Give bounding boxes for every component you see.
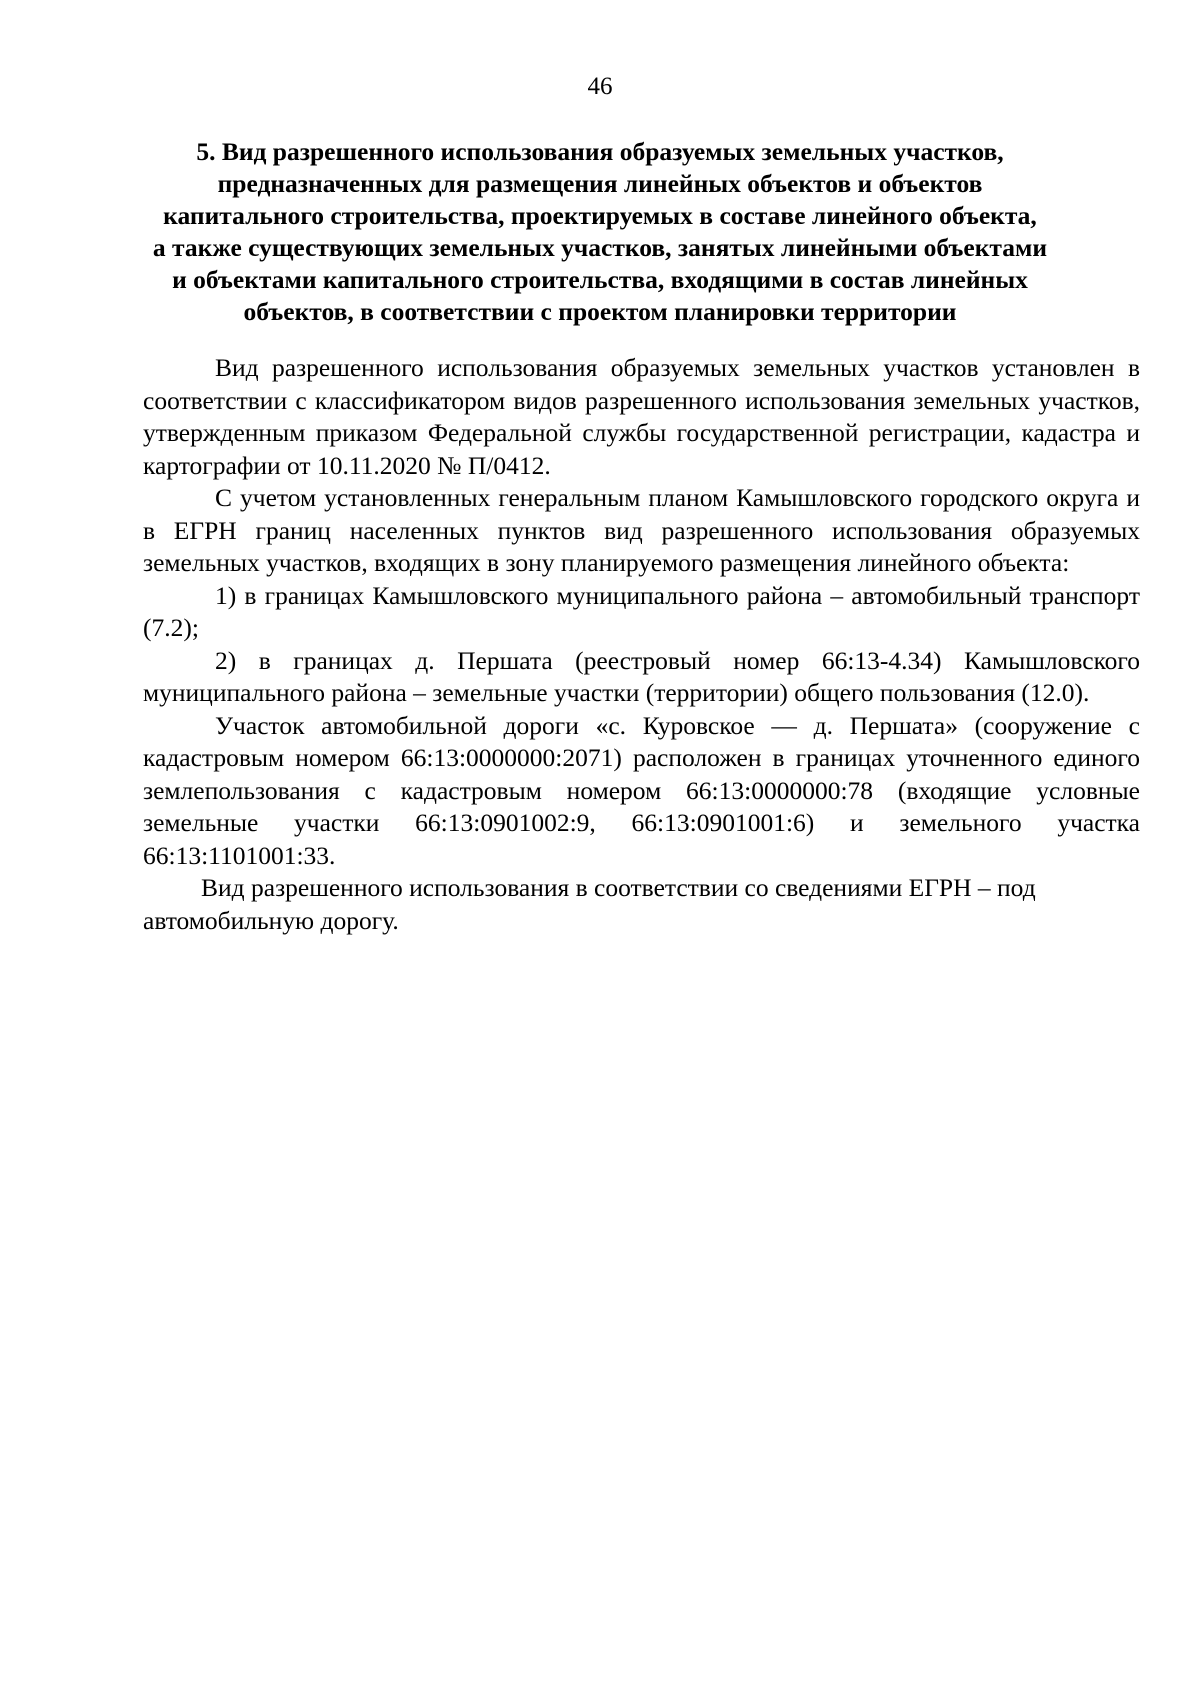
heading-line: капитального строительства, проектируемых в составе линейного объекта, bbox=[163, 201, 1037, 230]
heading-line: предназначенных для размещения линейных объектов и объектов bbox=[217, 169, 983, 198]
heading-line: и объектами капитального строительства, входящими в состав линейных bbox=[172, 265, 1028, 294]
body-text bbox=[143, 352, 1140, 937]
page-number: 46 bbox=[587, 73, 613, 100]
list-item-2: 2) в границах д. Першата (реестровый номер 66:13-4.34) Камышловского муниципального района – земельные участки (территории) общего пользования (12.0). bbox=[143, 645, 1140, 707]
paragraph-road-section: Участок автомобильной дороги «с. Куровское — д. Першата» (сооружение с кадастровым номером 66:13:0000000:2071) расположен в границах уточненного единого землепользования с кадастровым номером 66:13:0000000:78 (входящие условные земельные участки 66:13:0901002:9, 66:13:0901001:6) и земельного участка 66:13:1101001:33. bbox=[143, 710, 1140, 870]
heading-line: а также существующих земельных участков, занятых линейными объектами bbox=[152, 233, 1048, 262]
paragraph-general-plan: С учетом установленных генеральным планом Камышловского городского округа и в ЕГРН границ населенных пунктов вид разрешенного использования образуемых земельных участков, входящих в зону планируемого размещения линейного объекта: bbox=[143, 483, 1140, 577]
section-heading bbox=[120, 136, 1080, 328]
paragraph-classifier: Вид разрешенного использования образуемых земельных участков установлен в соответствии с классификатором видов разрешенного использования земельных участков, утвержденным приказом Федеральной службы государственной регистрации, кадастра и картографии от 10.11.2020 № П/0412. bbox=[143, 353, 1140, 480]
paragraph-egrn-use: Вид разрешенного использования в соответствии со сведениями ЕГРН – под автомобильную дорогу. bbox=[143, 873, 1036, 935]
list-item-1: 1) в границах Камышловского муниципального района – автомобильный транспорт (7.2); bbox=[143, 580, 1140, 642]
heading-line: 5. Вид разрешенного использования образуемых земельных участков, bbox=[196, 137, 1004, 166]
heading-line: объектов, в соответствии с проектом планировки территории bbox=[243, 297, 957, 326]
